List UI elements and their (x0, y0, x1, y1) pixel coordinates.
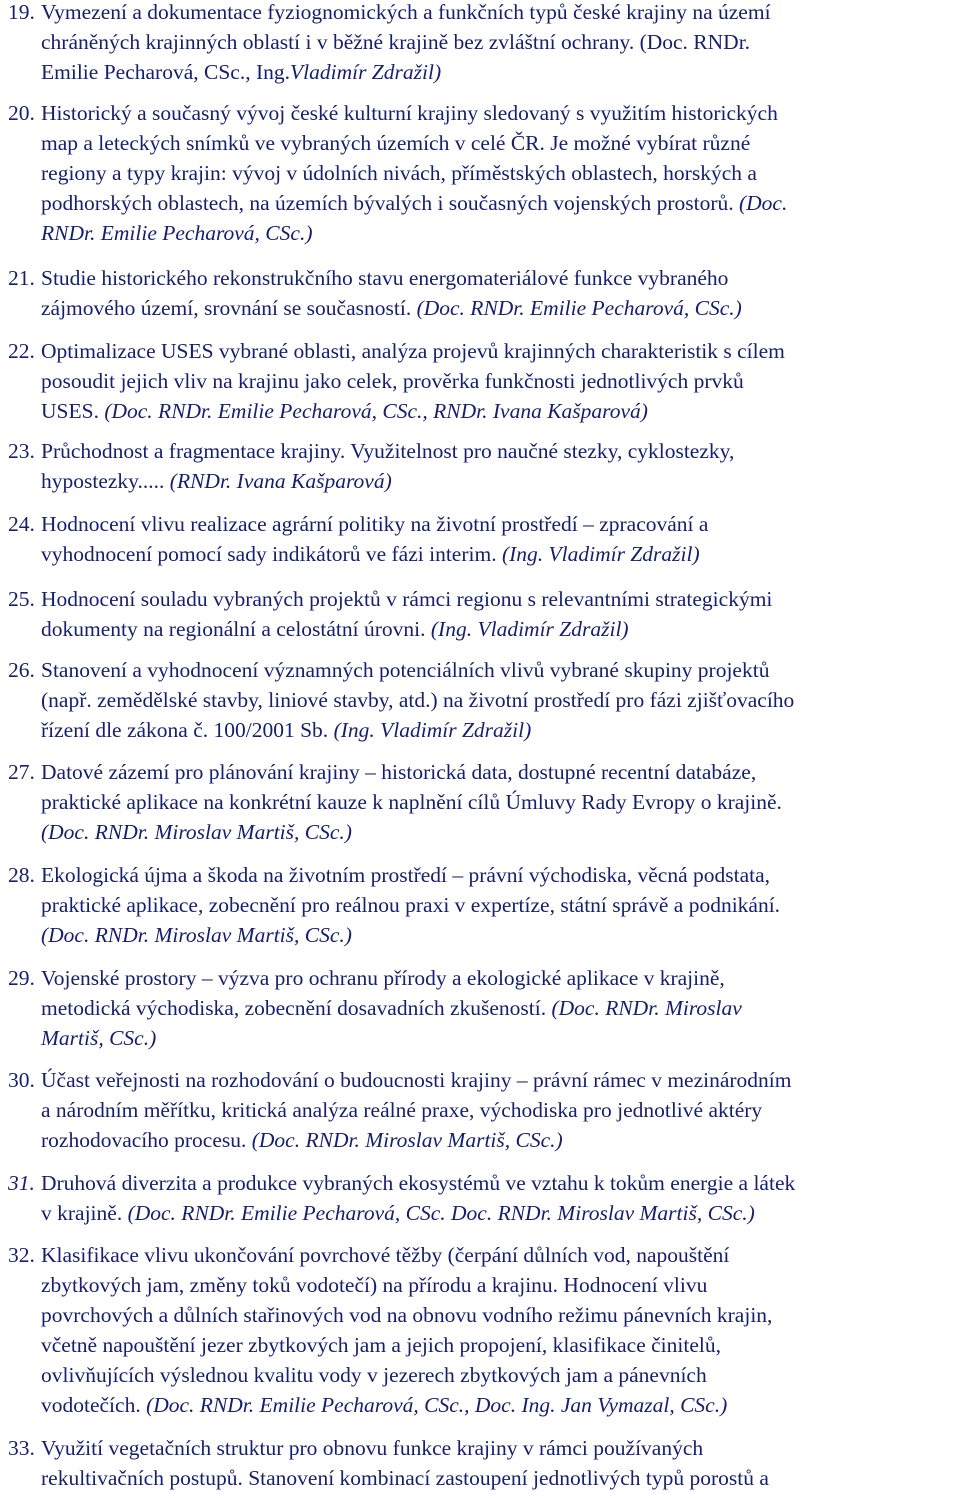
topic-text: Průchodnost a fragmentace krajiny. Využitelnost pro naučné stezky, cyklostezky, (41, 439, 735, 463)
item-text-line (41, 466, 392, 496)
topic-text: chráněných krajinných oblastí i v běžné krajině bez zvláštní ochrany. (Doc. RNDr. (41, 30, 751, 54)
topic-text: povrchových a důlních stařinových vod na obnovu vodního režimu pánevních krajin, (41, 1303, 773, 1327)
item-text-line (41, 1433, 703, 1463)
item-text-line (41, 336, 785, 366)
item-text-line (41, 366, 744, 396)
topic-text: v krajině. (41, 1201, 128, 1225)
item-text-line (41, 218, 312, 248)
item-text-line (41, 27, 750, 57)
topic-text: Datové zázemí pro plánování krajiny – historická data, dostupné recentní databáze, (41, 760, 757, 784)
item-text-line (41, 584, 772, 614)
item-text-line (41, 787, 782, 817)
item-text-line (41, 98, 778, 128)
author-reference: (Ing. Vladimír Zdražil) (501, 542, 700, 566)
topic-text: zbytkových jam, změny toků vodotečí) na přírodu a krajinu. Hodnocení vlivu (41, 1273, 708, 1297)
topic-text: ovlivňujících výslednou kvalitu vody v jezerech zbytkových jam a pánevních (41, 1363, 707, 1387)
topic-text: rekultivačních postupů. Stanovení kombinací zastoupení jednotlivých typů porostů a (41, 1466, 769, 1490)
item-text-line (41, 509, 708, 539)
item-text-line (41, 685, 794, 715)
topic-text: rozhodovacího procesu. (41, 1128, 252, 1152)
item-text-line (41, 1065, 792, 1095)
topic-text: Ekologická újma a škoda na životním prostředí – právní východiska, věcná podstata, (41, 863, 771, 887)
topic-text: a národním měřítku, kritická analýza reálné praxe, východiska pro jednotlivé aktéry (41, 1098, 763, 1122)
item-text-line (41, 1390, 727, 1420)
topic-text: Druhová diverzita a produkce vybraných ekosystémů ve vztahu k tokům energie a látek (41, 1171, 796, 1195)
item-number: 31. (8, 1171, 35, 1195)
topic-text: vyhodnocení pomocí sady indikátorů ve fázi interim. (41, 542, 502, 566)
topic-text: metodická východiska, zobecnění dosavadních zkušeností. (41, 996, 552, 1020)
item-number: 32. (8, 1243, 35, 1267)
topic-text: Využití vegetačních struktur pro obnovu funkce krajiny v rámci používaných (41, 1436, 704, 1460)
author-reference: (Ing. Vladimír Zdražil) (333, 718, 532, 742)
topic-text: podhorských oblastech, na územích bývalých i současných vojenských prostorů. (41, 191, 739, 215)
item-text-line (41, 1198, 755, 1228)
author-reference: (Doc. RNDr. Emilie Pecharová, CSc., RNDr. Ivana Kašparová) (104, 399, 648, 423)
item-text-line (41, 128, 750, 158)
item-text-line (41, 0, 771, 27)
item-text-line (41, 188, 787, 218)
item-number: 20. (8, 101, 35, 125)
item-text-line (41, 1168, 795, 1198)
item-number: 22. (8, 339, 35, 363)
item-number: 30. (8, 1068, 35, 1092)
author-reference: (Ing. Vladimír Zdražil) (430, 617, 629, 641)
item-text-line (41, 1330, 721, 1360)
item-text-line (41, 1270, 707, 1300)
topic-text: Účast veřejnosti na rozhodování o budoucnosti krajiny – právní rámec v mezinárodním (41, 1068, 792, 1092)
item-text-line (41, 817, 352, 847)
topic-text: (např. zemědělské stavby, liniové stavby, atd.) na životní prostředí pro fázi zjišťovacího (41, 688, 795, 712)
author-reference: Martiš, CSc.) (41, 1026, 157, 1050)
topic-text: Hodnocení vlivu realizace agrární politiky na životní prostředí – zpracování a (41, 512, 709, 536)
author-reference: (Doc. RNDr. Emilie Pecharová, CSc.) (416, 296, 742, 320)
topic-text: řízení dle zákona č. 100/2001 Sb. (41, 718, 334, 742)
item-number: 25. (8, 587, 35, 611)
author-reference: (RNDr. Ivana Kašparová) (169, 469, 392, 493)
topic-text: včetně napouštění jezer zbytkových jam a jejich propojení, klasifikace činitelů, (41, 1333, 721, 1357)
item-number: 24. (8, 512, 35, 536)
topic-text: Klasifikace vlivu ukončování povrchové těžby (čerpání důlních vod, napouštění (41, 1243, 730, 1267)
topic-text: Vymezení a dokumentace fyziognomických a funkčních typů české krajiny na území (41, 0, 771, 24)
item-number: 26. (8, 658, 35, 682)
item-text-line (41, 1240, 729, 1270)
item-text-line (41, 57, 441, 87)
item-text-line (41, 1023, 156, 1053)
topic-text: Historický a současný vývoj české kulturní krajiny sledovaný s využitím historických (41, 101, 778, 125)
item-text-line (41, 1463, 769, 1493)
topic-text: Vojenské prostory – výzva pro ochranu přírody a ekologické aplikace v krajině, (41, 966, 725, 990)
topic-text: USES. (41, 399, 105, 423)
topic-text: regiony a typy krajin: vývoj v údolních nivách, příměstských oblastech, horských a (41, 161, 757, 185)
item-text-line (41, 614, 629, 644)
item-text-line (41, 396, 648, 426)
item-text-line (41, 436, 734, 466)
item-number: 23. (8, 439, 35, 463)
item-text-line (41, 890, 780, 920)
topic-text: praktické aplikace na konkrétní kauze k naplnění cílů Úmluvy Rady Evropy o krajině. (41, 790, 782, 814)
author-reference: (Doc. RNDr. Emilie Pecharová, CSc., Doc. Ing. Jan Vymazal, CSc.) (146, 1393, 728, 1417)
item-text-line (41, 1360, 707, 1390)
item-text-line (41, 1300, 772, 1330)
item-text-line (41, 963, 725, 993)
item-text-line (41, 263, 728, 293)
item-text-line (41, 920, 352, 950)
item-text-line (41, 158, 757, 188)
topic-text: zájmového území, srovnání se současností. (41, 296, 417, 320)
topic-text: Studie historického rekonstrukčního stavu energomateriálové funkce vybraného (41, 266, 729, 290)
topic-text: dokumenty na regionální a celostátní úrovni. (41, 617, 431, 641)
topic-text: Emilie Pecharová, CSc., Ing. (41, 60, 290, 84)
author-reference: (Doc. (738, 191, 788, 215)
author-reference: (Doc. RNDr. Miroslav Martiš, CSc.) (251, 1128, 563, 1152)
item-text-line (41, 757, 756, 787)
item-number: 21. (8, 266, 35, 290)
item-number: 29. (8, 966, 35, 990)
author-reference: Vladimír Zdražil) (289, 60, 442, 84)
author-reference: (Doc. RNDr. Miroslav Martiš, CSc.) (41, 923, 352, 947)
item-number: 27. (8, 760, 35, 784)
item-text-line (41, 539, 700, 569)
item-text-line (41, 1125, 563, 1155)
topic-text: posoudit jejich vliv na krajinu jako celek, prověrka funkčnosti jednotlivých prvků (41, 369, 744, 393)
topic-text: Optimalizace USES vybrané oblasti, analýza projevů krajinných charakteristik s cílem (41, 339, 785, 363)
item-text-line (41, 860, 770, 890)
author-reference: RNDr. Emilie Pecharová, CSc.) (41, 221, 313, 245)
item-text-line (41, 293, 742, 323)
topic-text: hypostezky..... (41, 469, 170, 493)
item-number: 19. (8, 0, 35, 24)
item-number: 33. (8, 1436, 35, 1460)
topic-text: vodotečích. (41, 1393, 147, 1417)
item-text-line (41, 715, 531, 745)
author-reference: (Doc. RNDr. Emilie Pecharová, CSc. Doc. RNDr. Miroslav Martiš, CSc.) (127, 1201, 755, 1225)
author-reference: (Doc. RNDr. Miroslav Martiš, CSc.) (41, 820, 352, 844)
topic-text: Stanovení a vyhodnocení významných potenciálních vlivů vybrané skupiny projektů (41, 658, 770, 682)
item-text-line (41, 655, 769, 685)
author-reference: (Doc. RNDr. Miroslav (551, 996, 742, 1020)
topic-text: map a leteckých snímků ve vybraných územích v celé ČR. Je možné vybírat různé (41, 131, 751, 155)
item-text-line (41, 993, 742, 1023)
topic-text: Hodnocení souladu vybraných projektů v rámci regionu s relevantními strategickými (41, 587, 773, 611)
item-number: 28. (8, 863, 35, 887)
topic-text: praktické aplikace, zobecnění pro reálnou praxi v expertíze, státní správě a podnikání. (41, 893, 781, 917)
item-text-line (41, 1095, 762, 1125)
